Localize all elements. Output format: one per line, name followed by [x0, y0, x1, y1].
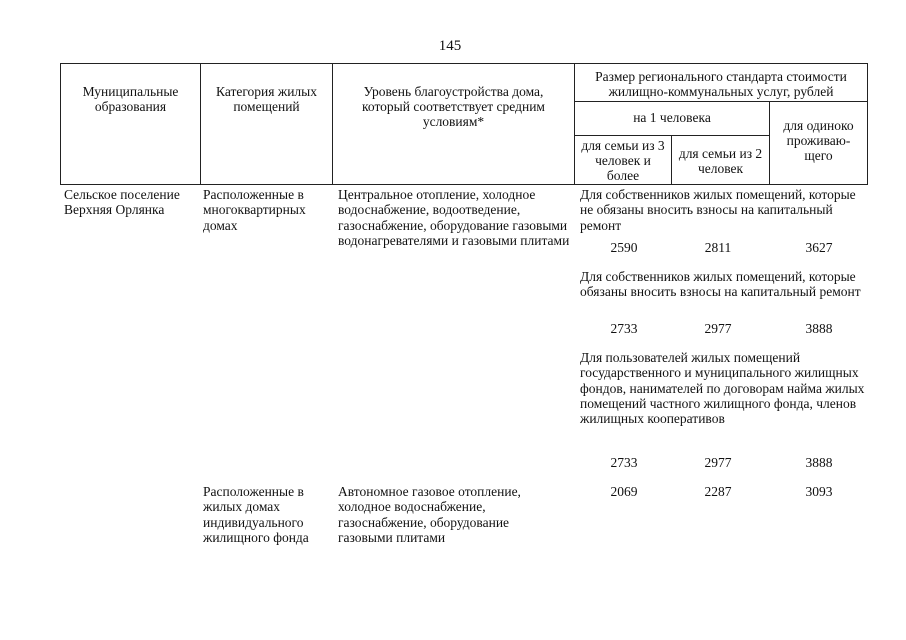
header-family-2: для семьи из 2 человек — [671, 135, 770, 185]
row-2-amenity: Автономное газовое отопление, холодное водоснабжение, газоснабжение, оборудование газовыми плитами — [338, 484, 521, 545]
header-municipality: Муниципальные образования — [60, 63, 201, 185]
row-2-family-2-value: 2287 — [704, 484, 732, 499]
header-amenity-level: Уровень благоустройства дома, который соответствует средним условиям* — [332, 63, 575, 185]
group-1-family-2-value: 2811 — [704, 240, 732, 255]
group-3-family-2-value: 2977 — [704, 455, 732, 470]
header-per-person: на 1 человека — [574, 101, 770, 136]
group-1-family-3-value: 2590 — [610, 240, 638, 255]
row-2-family-3-value: 2069 — [610, 484, 638, 499]
row-1-amenity: Центральное отопление, холодное водоснабжение, водоотведение, газоснабжение, оборудование газовыми водонагревателями и газовыми плитами — [338, 187, 570, 248]
group-2-family-3-value: 2733 — [610, 321, 638, 336]
group-1-label: Для собственников жилых помещений, которые не обязаны вносить взносы на капитальный ремонт — [580, 187, 856, 233]
group-3-family-3-value: 2733 — [610, 455, 638, 470]
group-3-single-value: 3888 — [805, 455, 833, 470]
row-1-category: Расположенные в многоквартирных домах — [203, 187, 306, 233]
header-single: для одиноко проживаю-щего — [769, 101, 868, 185]
header-category: Категория жилых помещений — [200, 63, 333, 185]
group-2-single-value: 3888 — [805, 321, 833, 336]
group-1-single-value: 3627 — [805, 240, 833, 255]
group-3-label: Для пользователей жилых помещений государственного и муниципального жилищных фондов, нанимателей по договорам найма жилых помещений частного жилищного фонда, членов жилищных кооперативов — [580, 350, 865, 427]
header-standard-size: Размер регионального стандарта стоимости жилищно-коммунальных услуг, рублей — [574, 63, 868, 102]
group-2-label: Для собственников жилых помещений, которые обязаны вносить взносы на капитальный ремонт — [580, 269, 861, 300]
page-number: 145 — [438, 38, 462, 54]
row-2-category: Расположенные в жилых домах индивидуального жилищного фонда — [203, 484, 309, 545]
municipality-name: Сельское поселение Верхняя Орлянка — [64, 187, 180, 218]
group-2-family-2-value: 2977 — [704, 321, 732, 336]
row-2-single-value: 3093 — [805, 484, 833, 499]
header-family-3: для семьи из 3 человек и более — [574, 135, 672, 185]
